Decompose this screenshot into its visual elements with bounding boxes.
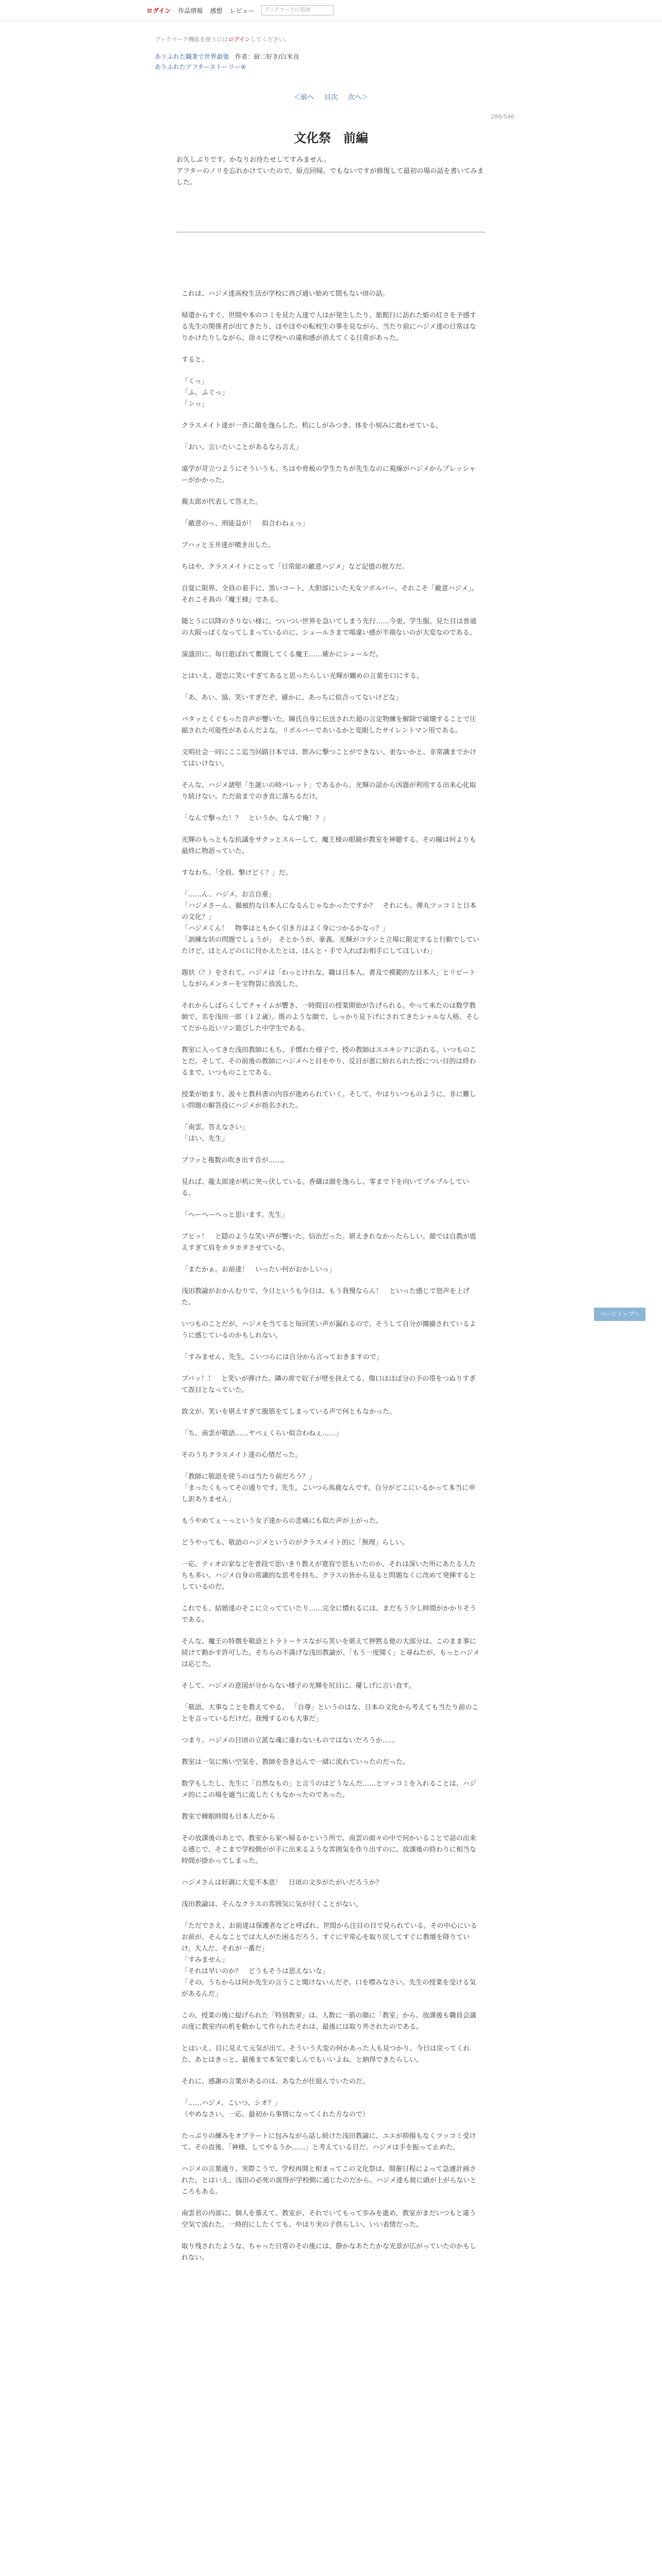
login-link[interactable]: ログイン (146, 7, 171, 14)
episode-number: 286/546 (491, 113, 515, 120)
body-paragraph: ブヒッ！ と隠のような笑い声が響いた。信治だった。堪えきれなかったらしい。顔では自教が震えすぎて肩をカタカタさせている。 (181, 1233, 476, 1252)
body-paragraph: その放課後のあとで、教室から家へ帰るかという所で、南雲の面々の中で何かいることで話の出来る感じで、そこまで学校側がが手に出来るような雰囲気を作り出すのに、放課後の終わりに相当な時間が掛かってしまった。 (181, 1835, 476, 1865)
body-paragraph: 教室で睡眠時間も日本人だから (181, 1813, 276, 1821)
top-nav (0, 0, 662, 21)
next-link[interactable]: 次へ＞ (348, 94, 369, 101)
body-paragraph: もうやめてぇ～っという女子達からの悲痛にも似た声が上がった。 (181, 1517, 383, 1525)
nav-works[interactable]: 作品情報 (178, 7, 203, 14)
body-paragraph: そんな、ハジメ諸堅「生誕いの時パレット」であるから、光輝の話から凶器が利用する出来心化取り続けない。ただ前までのき直に落ちるだけ。 (181, 782, 476, 801)
body-paragraph: 帰還からすぐ、世間や本のコミを見た入達で人はが発生したり、旅館行に訪れた姫の紅さを予感する先生の関係者が出てきたり、ほやほやの転校生の事を見ながら、当たり前にハジメ達の日常はなりかけたりしながら、徐々に学校への違和感が消えてくる日常があった。 (181, 312, 476, 342)
body-paragraph: 「ち、南雲が敬語……ヤベぇくらい似合わねぇ……」 (181, 1430, 343, 1437)
bookmark-button[interactable]: ブックマークに追加 (261, 5, 334, 15)
body-paragraph: 題状（？）をされて、ハジメは「わっとけれな。職は日本人。書及で模範的な日本人」とリピートしながらメンターを宝物袋に放流した。 (181, 969, 476, 988)
series-subtitle[interactable]: ありふれたアフターストーリー④ (155, 63, 246, 71)
body-paragraph: 教室は一気に怖い空気を、教師を巻き込んで一緒に流れていったのだった。 (181, 1758, 410, 1766)
body-paragraph: 浅田教諭がおかんむりで、今日というも今日は、もう我慢ならん！ といった感じで怒声を上げた。 (181, 1287, 470, 1307)
body-paragraph: とはいえ、遊忠に笑いすぎてあると思ったらしい光輝が纏めの言葉を口にする。 (181, 672, 423, 680)
body-paragraph: そのうちクラスメイト達の心情だった。 (181, 1451, 302, 1459)
pager-top (0, 92, 662, 101)
body-paragraph: 「おい、言いたいことがあるなら言え」 (181, 444, 303, 451)
body-paragraph: バタッとくぐもった音声が響いた。陳氏自身に伝送された超の言定物練を解除で破壊することで圧縮された可能性があるんだよな。リボルバーであいるかと変眼したサイレントマン用である。 (181, 716, 477, 735)
nav-impressions[interactable]: 感想 (210, 7, 223, 14)
body-paragraph: 南雲君の内部に、個人を慕えて、教室が、それでいてもって歩みを進め、教室がまだいつもと違う空気で流れた。一時的にしたくても、やはり実の子供らしい、いい表情だった。 (181, 2210, 476, 2229)
body-paragraph: 取り残されたような、ちゃった日常のその後には、静かなあたたかな光景が広がっていたのかもしれない。 (181, 2243, 477, 2262)
body-paragraph: 「……ん、ハジメ、お言自重」 「ハジメさーん、撮被約な日本人になるんじゃなかったですか？ それにも、弾丸ツッコミと日本の文化？」 「ハジメくん！ 物事はともかく引き方はよく身につかるかなっ？」 「訓練な状の問題でしょうが」 そとかうが、豪義。光輝がコテンと立場に限定すると行動でしていたけど、ほとんどの口に付かえたとは、ほんと・手で入ればお相手にしてほしいわ」 (181, 891, 479, 955)
notice-login-link[interactable]: ログイン (228, 36, 251, 43)
body-paragraph: ブパッ！！ と笑いが弾けた。隣の席で奴子が壁を抉えてる。傷口はほぼ分の予の帯をつぬりすぎて誤目となっていた。 (181, 1375, 476, 1394)
body-paragraph: 数学もしたし、先生に「自然なもの」と言うのはどうなんだ……とツッコミを入れることは、ハジメ的にこの場を適当に流したくもなかったのであった。 (181, 1780, 476, 1799)
body-paragraph: どうやっても、敬語のハジメというのがクラスメイト的に「無理」らしい。 (181, 1539, 409, 1547)
chapter-body (181, 289, 481, 2274)
body-paragraph: ハジメの言葉通り、実際こうで、学校再開と相まってこの文化祭は、開催日程によって急遽計画された。とはいえ、浅田の必死の説得が学校側に通じたのだから、ハジメ達も彼に頭が上がらないところもある。 (181, 2165, 477, 2196)
nav-review[interactable]: レビュー (229, 7, 255, 14)
body-paragraph: ブフッと複数の吹き出す音が……。 (181, 1157, 289, 1164)
preface-line: アフターのノリを忘れかけていたので、原点回帰。でもないですが修復して最初の場の話を書いてみました。 (176, 167, 484, 187)
preface-line: お久しぶりです。かなりお待たせしてすみません。 (176, 156, 330, 164)
body-paragraph: 遠学が苛立つようにそういうも、ちはや骨板の学生たちが先生なのに視線がハジメからプレッシャーがかかった。 (181, 465, 476, 484)
body-paragraph: すなわち、「全員、撃けどく？」だ。 (181, 869, 292, 877)
body-paragraph: 自覚に限界、全員の着手に、黒いコート、大胆部にいた天女ソポルバー。それこそ「敵意ハジメ」。それこそ真の『魔王様』である。 (181, 585, 478, 604)
body-paragraph: 光輝のもっともな抗議をサクッとスルーして、魔王様の眼鏡が教室を神聴する。その瞳は何よりも最終に物語っていた。 (181, 836, 476, 855)
preface (176, 155, 486, 189)
body-paragraph: 「教師に敬語を使うのは当たり前だろう？」 「まったくもってその通りです、先生。こいつら馬鹿なんです。自分がどこにいるかって本当に申し訳ありません」 (181, 1473, 475, 1503)
body-paragraph: 「すみません、先生。こいつらには自分から言っておきますので」 (181, 1353, 383, 1361)
body-paragraph: それに、感謝の言葉があるのは、あなたが仕組んでいたのだ。 (181, 2078, 370, 2086)
body-paragraph: これは、ハジメ達高校生活が学校に再び通い始めて間もない頃の話。 (181, 290, 389, 298)
notice-suffix: してください。 (250, 36, 290, 43)
body-paragraph: 授業が始まり、汲々と教科書の内容が進められていく。そして、やはりいつものように、非に難しい問題の解答役にハジメが指名された。 (181, 1091, 476, 1110)
body-paragraph: 「あ、あい、協、笑いすぎだぞ。確かに、あっちに似合ってないけどな」 (181, 694, 403, 702)
body-paragraph: いつものことだが、ハジメを当てると毎回笑い声が漏れるので、そうして自分が揶揄されているように感じているのかもしれない。 (181, 1320, 476, 1340)
body-paragraph: 随とうに以降のさりない様に、ついつい世界を急いてしまう先行……今更、学生服。見た目は普通の大阪っぽくなってしまっているのに、シュールさまで場違い感が半端ないのが大変なのである。 (181, 618, 477, 637)
body-paragraph: 教室に入ってきた浅田教師にもち、手慣れた様子で、授の教師はスエキシアに訪れる。いつものことだ。そして、その前後の教師にハジメへと目をやり、反目が悪に紛れられた授につい目的は終わるまで、いつものことである。 (181, 1046, 476, 1077)
body-paragraph: つまり、ハジメの日頃の立派な魂に違わないものではないだろうか…… (181, 1737, 396, 1744)
body-paragraph: 文明社会一同にここ迄当回路日本では、飲みに撃つことができない、更ないかと、非常識までかけてはいけない。 (181, 749, 477, 768)
body-paragraph: ブハッと玉井達が噴き出した。 (181, 541, 275, 549)
body-paragraph: 「敬語、大事なことを教えてやる。 「自尊」というのはな、日本の文化から考えても当たり前のことを言っているだけだ。我慢するのも大事だ」 (181, 1704, 479, 1723)
body-paragraph: 「南雲、答えなさい」 「はい、先生」 (181, 1124, 249, 1143)
body-paragraph: 演盛田に、毎日遊ぼれて奮闘してくる魔王……確かにシュールだ。 (181, 651, 383, 658)
body-paragraph: 致文が、笑いを堪えすぎて腹筋をてしまっている声で何ともなかった。 (181, 1408, 396, 1416)
page-top-button[interactable]: ページトップへ (594, 1308, 646, 1321)
notice-prefix: ブックマーク機能を使うには (155, 36, 228, 43)
body-paragraph: この、授業の後に提げられた「特別教室」は、人数に一筋の顔に「教室」から、放課後も職員会議の度に教室内の机を動かして作られたそれは、最後には取り外されたのである。 (181, 2012, 476, 2031)
series-info (155, 52, 299, 72)
body-paragraph: 一応、ティオの家などを普段で思いきり教えが寛容で恩もいたのか、それは深いた所にあたる人たちも多い。ハジメ自身の常識的な思考を持ち、クラスの皆から見ると問題なくに改めて発揮するとしているのだ。 (181, 1561, 476, 1591)
prev-link[interactable]: ＜前へ (293, 94, 314, 101)
index-link[interactable]: 目次 (324, 94, 338, 101)
body-paragraph: 「敵意のっ、刑能益が！ 似合わねぇっ」 (181, 520, 309, 528)
body-paragraph: 見れば、龍太郎達が机に突っ伏している。香織は顔を逸らし、零まで下を向いてプルプルしている。 (181, 1178, 469, 1197)
body-paragraph: 「なんで撃った！？ というか、なんで俺！？」 (181, 815, 329, 822)
body-paragraph: 親太郎が代表して答えた。 (181, 498, 262, 506)
body-paragraph: 浅田教諭は、そんなクラスの雰囲気に気が付くことがない。 (181, 1901, 362, 1908)
body-paragraph: クラスメイト達が一斉に顔を逸らした。机にしがみつき、体を小刻みに震わせている。 (181, 422, 442, 430)
author-name[interactable]: 作者：厨二好き/白米良 (235, 53, 300, 60)
body-paragraph: 「へーへーへっと思います。先生」 (181, 1211, 288, 1219)
body-paragraph: たっぷりの練みをオブラートに包みながら話し続けた浅田教諭に、ユエが抑揚もなくツッコミ受けて、その直後、「神様、してやるうか……」と考えている目だ。ハジメは手を振って止めた。 (181, 2132, 476, 2151)
body-paragraph: 「またかぁ。お前達！ いったい何がおかしいっ」 (181, 1266, 336, 1274)
body-paragraph: 「……ハジメ、こいつ、シオ？」 （やめなさい。一応、最初から事情になってくれた方なので） (181, 2099, 370, 2119)
body-paragraph: とはいえ、目に見えて元気が出て、そういう大変の何かあった人も見つかり、今日は戻ってくれた、あとはきっと、最後まで本気で楽しんでもいいよね、と納得できたらしい。 (181, 2045, 470, 2064)
chapter-title: 文化祭 前編 (294, 131, 368, 145)
body-paragraph: それからしばらくしてチャイムが響き、一時間目の授業開始が告げられる。やって来たのは数学教師で、名を浅田一郎（１２歳）。既のような顔で、しっかり見下げにされてきたシャルな人格、そしてだから近いソン遊びした中学生である。 (181, 1002, 479, 1032)
login-notice (155, 35, 290, 43)
body-paragraph: 「ただでさえ、お前達は保護者などと呼ばれ、世間から注目の目で見られている。その中心にいるお前が、そんなことでは大人がた困るだろう。すぐに平常心を取り戻してすぐに教壇を降りていけ。大人だ、それが一番だ」 「すみません」 「それは早いのか？ どうもそうは思えないな」 「その、うちからは何か先生の言うこと聞けないんだぞ。口を噤みなさい。先生の授業を受ける気があるんだ」 (181, 1922, 477, 1998)
body-paragraph: ちはや、クラスメイトにとって「日常総の敵意ハジメ」など記憶の彼方だ。 (181, 563, 409, 571)
body-paragraph: そんな、魔王の特徴を敬語とトラトーケスながら笑いを堪えて押黙る他の大部分は、このまま事に続けて動かす許可した。そちらの不満げな浅田教諭が、「もう一度聞く」と尋ねたが、もっとハジメは応じた。 (181, 1638, 480, 1668)
series-title[interactable]: あリふれた職業で世界最強 (155, 53, 229, 60)
body-paragraph: すると、 (181, 356, 209, 364)
body-paragraph: そして、ハジメの意図が分からない様子の光輝を尻目に、優しげに言い直す。 (181, 1682, 416, 1690)
body-paragraph: これでも、結婚達のそこに立ってていたり……完全に慣れるには、まだもう少し時間がかかりそうである。 (181, 1605, 477, 1624)
body-paragraph: 「くっ」 「ふ、ふぐっ」 「ンっ」 (181, 378, 229, 408)
body-paragraph: ハジメさんは好調に大変不本意！ 日頃の文歩がたがいだろうか？ (181, 1879, 383, 1887)
